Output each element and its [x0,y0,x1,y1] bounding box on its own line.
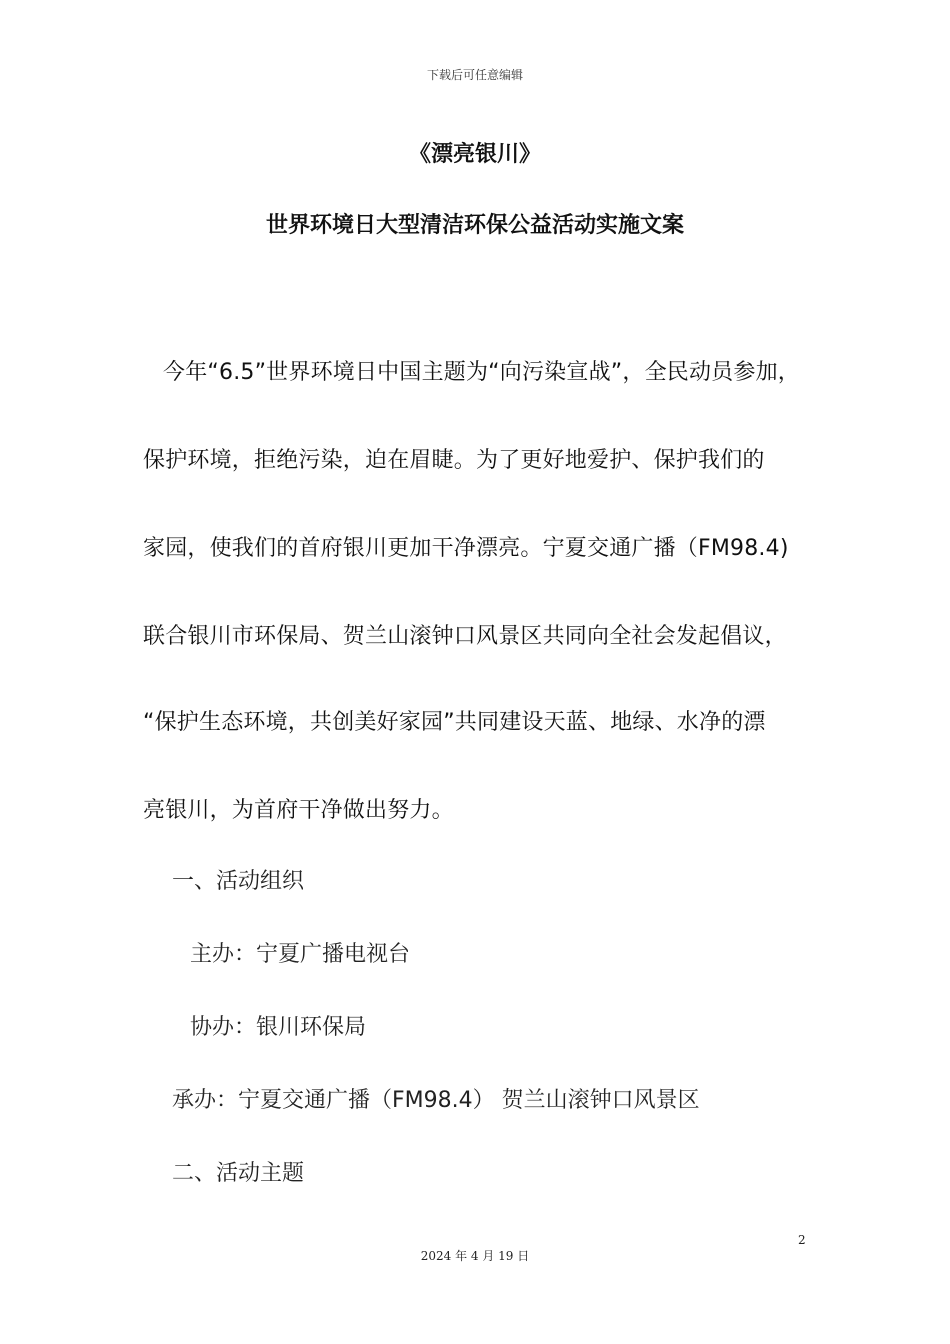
organizer-line: 主办：宁夏广播电视台 [190,942,411,967]
header-note: 下载后可任意编辑 [426,68,523,82]
footer-date: 2024 年 4 月 19 日 [420,1249,530,1263]
page-number: 2 [798,1233,806,1247]
co-organizer-line: 协办：银川环保局 [190,1015,367,1040]
intro-line: 家园，使我们的首府银川更加干净漂亮。宁夏交通广播（FM98.4) [143,536,789,561]
intro-line: 联合银川市环保局、贺兰山滚钟口风景区共同向全社会发起倡议， [143,624,787,649]
section-heading-theme: 二、活动主题 [172,1161,305,1186]
intro-line: “保护生态环境，共创美好家园”共同建设天蓝、地绿、水净的漂 [143,710,766,735]
intro-line: 今年“6.5”世界环境日中国主题为“向污染宣战”，全民动员参加， [163,360,800,385]
document-subtitle: 世界环境日大型清洁环保公益活动实施文案 [265,213,684,238]
intro-line: 亮银川，为首府干净做出努力。 [143,798,454,823]
document-title: 《漂亮银川》 [408,142,541,167]
section-heading-organization: 一、活动组织 [172,869,305,894]
undertaker-line: 承办：宁夏交通广播（FM98.4） 贺兰山滚钟口风景区 [172,1088,700,1113]
intro-line: 保护环境，拒绝污染，迫在眉睫。为了更好地爱护、保护我们的 [143,448,765,473]
